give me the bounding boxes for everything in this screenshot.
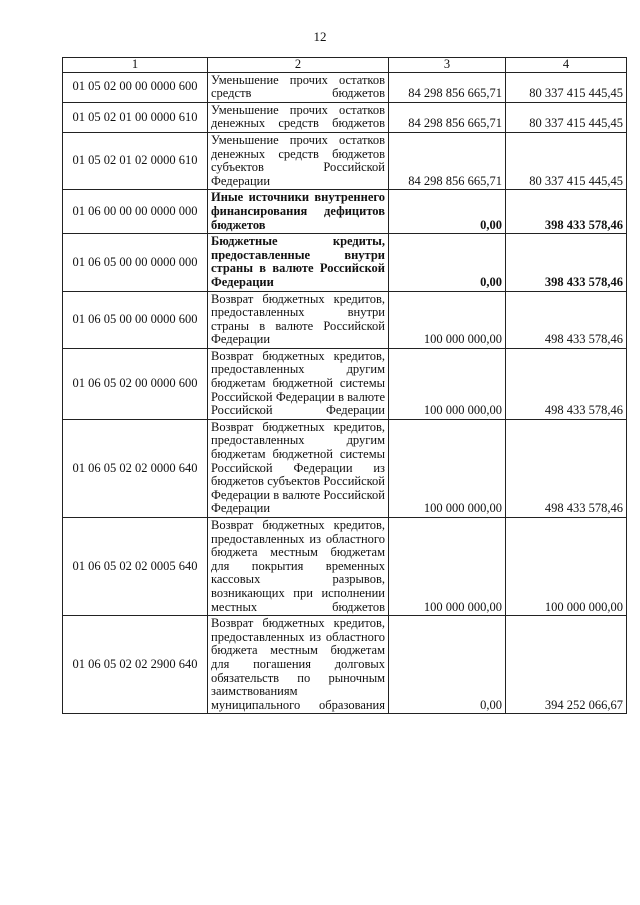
amount-col3-cell: 0,00: [389, 616, 506, 714]
table-row: [63, 348, 627, 419]
column-header: 1: [63, 58, 208, 73]
amount-col3-cell: 0,00: [389, 234, 506, 291]
amount-col3-cell: 0,00: [389, 190, 506, 234]
column-header: 3: [389, 58, 506, 73]
source-name-cell: Возврат бюджетных кредитов, предоставленных другим бюджетам бюджетной системы Российской Федерации в валюте Российской Федерации: [208, 348, 389, 419]
column-header: 2: [208, 58, 389, 73]
budget-code-cell: 01 06 05 00 00 0000 000: [63, 234, 208, 291]
source-name-cell: Возврат бюджетных кредитов, предоставленных другим бюджетам бюджетной системы Российской Федерации из бюджетов субъектов Российской Федерации в валюте Российской Федерации: [208, 419, 389, 517]
amount-col4-cell: 394 252 066,67: [506, 616, 627, 714]
budget-code-cell: 01 05 02 00 00 0000 600: [63, 72, 208, 102]
table-row: [63, 291, 627, 348]
source-name-cell: Уменьшение прочих остатков денежных средств бюджетов: [208, 102, 389, 132]
budget-code-cell: 01 06 05 02 02 0000 640: [63, 419, 208, 517]
table-row: [63, 132, 627, 189]
table-row: [63, 234, 627, 291]
amount-col4-cell: 398 433 578,46: [506, 234, 627, 291]
source-name-cell: Возврат бюджетных кредитов, предоставленных из областного бюджета местным бюджетам для покрытия временных кассовых разрывов, возникающих при исполнении местных бюджетов: [208, 518, 389, 616]
amount-col4-cell: 80 337 415 445,45: [506, 72, 627, 102]
table-header-row: [63, 58, 627, 73]
budget-code-cell: 01 05 02 01 00 0000 610: [63, 102, 208, 132]
budget-code-cell: 01 06 05 02 02 2900 640: [63, 616, 208, 714]
amount-col3-cell: 84 298 856 665,71: [389, 72, 506, 102]
amount-col4-cell: 498 433 578,46: [506, 419, 627, 517]
amount-col4-cell: 100 000 000,00: [506, 518, 627, 616]
table-row: [63, 190, 627, 234]
amount-col4-cell: 80 337 415 445,45: [506, 102, 627, 132]
budget-sources-table: [62, 57, 627, 714]
table-row: [63, 616, 627, 714]
budget-code-cell: 01 06 05 02 00 0000 600: [63, 348, 208, 419]
budget-code-cell: 01 06 00 00 00 0000 000: [63, 190, 208, 234]
source-name-cell: Уменьшение прочих остатков денежных средств бюджетов субъектов Российской Федерации: [208, 132, 389, 189]
source-name-cell: Возврат бюджетных кредитов, предоставленных из областного бюджета местным бюджетам для погашения долговых обязательств по рыночным заимствованиям муниципального образования: [208, 616, 389, 714]
column-header: 4: [506, 58, 627, 73]
amount-col3-cell: 100 000 000,00: [389, 518, 506, 616]
table-body: [63, 72, 627, 714]
page-number: 12: [313, 29, 327, 44]
amount-col4-cell: 498 433 578,46: [506, 348, 627, 419]
amount-col3-cell: 100 000 000,00: [389, 291, 506, 348]
table-row: [63, 419, 627, 517]
amount-col3-cell: 84 298 856 665,71: [389, 102, 506, 132]
amount-col3-cell: 100 000 000,00: [389, 348, 506, 419]
amount-col3-cell: 84 298 856 665,71: [389, 132, 506, 189]
source-name-cell: Иные источники внутреннего финансирования дефицитов бюджетов: [208, 190, 389, 234]
table-row: [63, 518, 627, 616]
budget-code-cell: 01 05 02 01 02 0000 610: [63, 132, 208, 189]
budget-code-cell: 01 06 05 00 00 0000 600: [63, 291, 208, 348]
amount-col4-cell: 398 433 578,46: [506, 190, 627, 234]
table-row: [63, 102, 627, 132]
amount-col3-cell: 100 000 000,00: [389, 419, 506, 517]
budget-code-cell: 01 06 05 02 02 0005 640: [63, 518, 208, 616]
source-name-cell: Уменьшение прочих остатков средств бюджетов: [208, 72, 389, 102]
amount-col4-cell: 498 433 578,46: [506, 291, 627, 348]
source-name-cell: Бюджетные кредиты, предоставленные внутри страны в валюте Российской Федерации: [208, 234, 389, 291]
amount-col4-cell: 80 337 415 445,45: [506, 132, 627, 189]
source-name-cell: Возврат бюджетных кредитов, предоставленных внутри страны в валюте Российской Федерации: [208, 291, 389, 348]
table-row: [63, 72, 627, 102]
